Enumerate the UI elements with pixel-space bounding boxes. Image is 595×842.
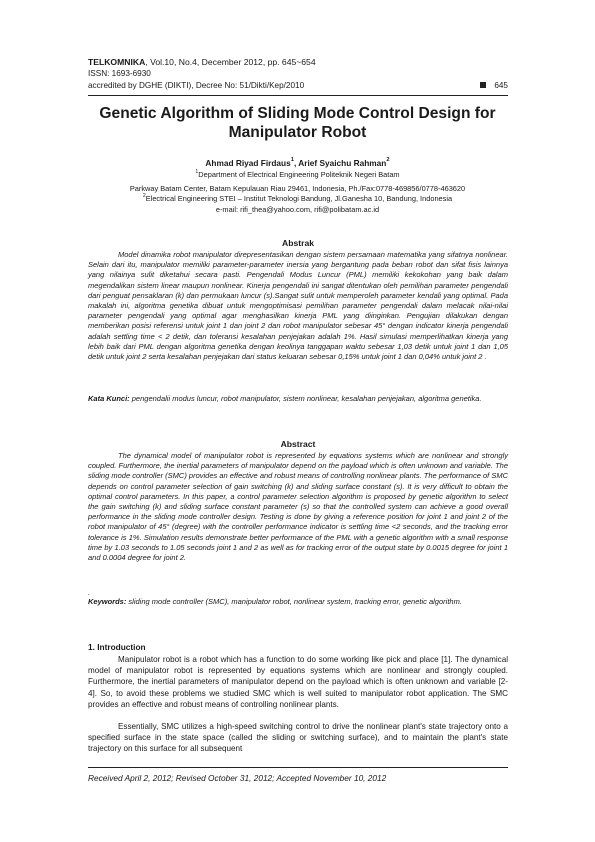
header-rule [88, 95, 508, 96]
keywords-label: Keywords: [88, 597, 127, 606]
title-line-2: Manipulator Robot [228, 124, 367, 141]
intro-paragraph-1 [88, 654, 508, 710]
affiliation-2 [60, 194, 535, 204]
journal-header [88, 57, 316, 67]
abstrak-text [88, 250, 508, 362]
abstract-text [88, 451, 508, 563]
abstract-dot: . [88, 588, 91, 597]
intro-p1-text: Manipulator robot is a robot which has a function to do some working like pick and place [1]. The dynamical model of manipulator robot is represented by equations systems which are nonlinear and strongly coupled. Furthermore, the inertial parameters of manipulator depend on the payload which is often unknown and variable [2-4]. So, to avoid these problems we studied SMC which is well suited to manipulator robot application. The SMC provides an effective and robust means of controlling nonlinear plants. [88, 655, 508, 709]
journal-name: TELKOMNIKA [88, 57, 146, 67]
page-number: 645 [494, 81, 508, 90]
author-1: Ahmad Riyad Firdaus [205, 158, 291, 168]
aff-2-sup: 2 [142, 193, 146, 199]
footer-rule [88, 767, 508, 768]
author-2-sup: 2 [386, 157, 390, 163]
page-number-block [480, 81, 508, 90]
accreditation: accredited by DGHE (DIKTI), Decree No: 51/Dikti/Kep/2010 [88, 81, 305, 90]
email: e-mail: rifi_thea@yahoo.com, rifi@polibatam.ac.id [215, 205, 380, 214]
intro-p2-text: Essentially, SMC utilizes a high-speed switching control to drive the nonlinear plant's state trajectory onto a specified surface in the state space (called the sliding or switching surface), and to maintain the plant's state trajectory on this surface for all subsequent [88, 722, 508, 754]
kata-kunci-text: pengendalii modus luncur, robot manipulator, sistem nonlinear, kesalahan penjejakan, algoritma genetika. [129, 394, 482, 403]
author-1-sup: 1 [290, 157, 294, 163]
affiliation-1-address: Parkway Batam Center, Batam Kepulauan Riau 29461, Indonesia, Ph./Fax:0778-469856/0778-463620 [129, 184, 466, 193]
affiliation-1 [60, 170, 535, 180]
aff-1-text: Department of Electrical Engineering Politeknik Negeri Batam [198, 170, 400, 179]
kata-kunci-label: Kata Kunci: [88, 394, 130, 403]
author-separator: , [293, 158, 299, 168]
abstract-body: The dynamical model of manipulator robot is represented by equations systems which are nonlinear and strongly coupled. Furthermore, the inertial parameters of manipulator depend on the payload which is often unknown and variable. The sliding mode controller (SMC) provides an effective and robust means of controlling nonlinear plants. The performance of SMC depends on control parameter selection of gain switching (k) and sliding surface constant (s). It is very difficult to obtain the optimal control parameters. In this paper, a control parameter selection algorithm is proposed by genetic algorithm to select the gain switching (k) and sliding surface constant parameter (s) so that the controlled system can achieve a good overall performance in the sliding mode controller design. Testing is done by giving a reference position for joint 1 and joint 2 of the robot manipulator of 45° (degree) with the controller performance indicator is settling time <2 seconds, and the tracking error tolerance is 1%. Simulation results demonstrate better performance of the PML with a genetic algorithm with a small response time by 1.03 seconds to 1.05 seconds joint 1 and 2 as well as for tracking error of the output state by 0.0015 degree for joint 1 and 0.0004 degree for joint 2. [88, 451, 508, 563]
received-dates: Received April 2, 2012; Revised October 31, 2012; Accepted November 10, 2012 [88, 773, 387, 783]
author-2: Arief Syaichu Rahman [298, 158, 387, 168]
square-bullet-icon [480, 82, 486, 88]
issn: ISSN: 1693-6930 [88, 69, 151, 78]
paper-title [60, 104, 535, 142]
kata-kunci [88, 394, 508, 404]
abstrak-heading: Abstrak [282, 238, 314, 248]
title-line-1: Genetic Algorithm of Sliding Mode Control Design for [99, 105, 496, 122]
keywords-text: sliding mode controller (SMC), manipulator robot, nonlinear system, tracking error, genetic algorithm. [126, 597, 462, 606]
authors [60, 158, 535, 168]
intro-paragraph-2 [88, 721, 508, 755]
aff-2-text: Electrical Engineering STEI – Institut Teknologi Bandung, Jl.Ganesha 10, Bandung, Indonesia [145, 194, 453, 203]
section-heading-introduction: 1. Introduction [88, 642, 146, 652]
journal-volume: , Vol.10, No.4, December 2012, pp. 645~654 [145, 57, 316, 67]
aff-1-sup: 1 [195, 169, 199, 175]
abstract-heading: Abstract [280, 439, 316, 449]
keywords [88, 597, 508, 607]
abstrak-body: Model dinamika robot manipulator direpresentasikan dengan sistem persamaan matematika yang sifatnya nonlinear. Selain dari itu, manipulator memiliki parameter-parameter inersia yang bergantung pada beban robot dan sifat fisis lainnya yang nilainya sulit diketahui secara pasti. Pengendali Modus Luncur (PML) memiliki kekokohan yang baik dalam megendalikan sistem linear maupun nonlinear. Kinerja pengendali ini sangat ditentukan oleh pemilihan parameter pengendali dari penguat pensaklaran (k) dan permukaan luncur (s).Sangat sulit untuk memperoleh parameter kendali yang optimal. Pada makalah ini, algoritma genetika dibuat untuk mengoptimisasi pemilihan parameter pengendali dalam melacak nilai-nilai parameter pengendali yang optimal agar menghasilkan kinerja PML yang diinginkan. Pengujian dilakukan dengan memberikan posisi referensi untuk joint 1 dan joint 2 dan robot manipulator sebesar 45° dengan indicator kinerja pengendali adalah settling time < 2 detik, dan toleransi kesalahan penjejakan adalah 1%. Hasil simulasi memperlihatkan kinerja yang lebih baik dari PML dengan algoritma genetika dengan keolinya tanggapan waktu sebesar 1,03 detik untuk joint 1 dan 1,05 detik untuk joint 2 serta kesalahan penjejakan dari status keluaran sebesar 0,15% untuk joint 1 dan 0,04% untuk joint 2 . [88, 250, 508, 362]
